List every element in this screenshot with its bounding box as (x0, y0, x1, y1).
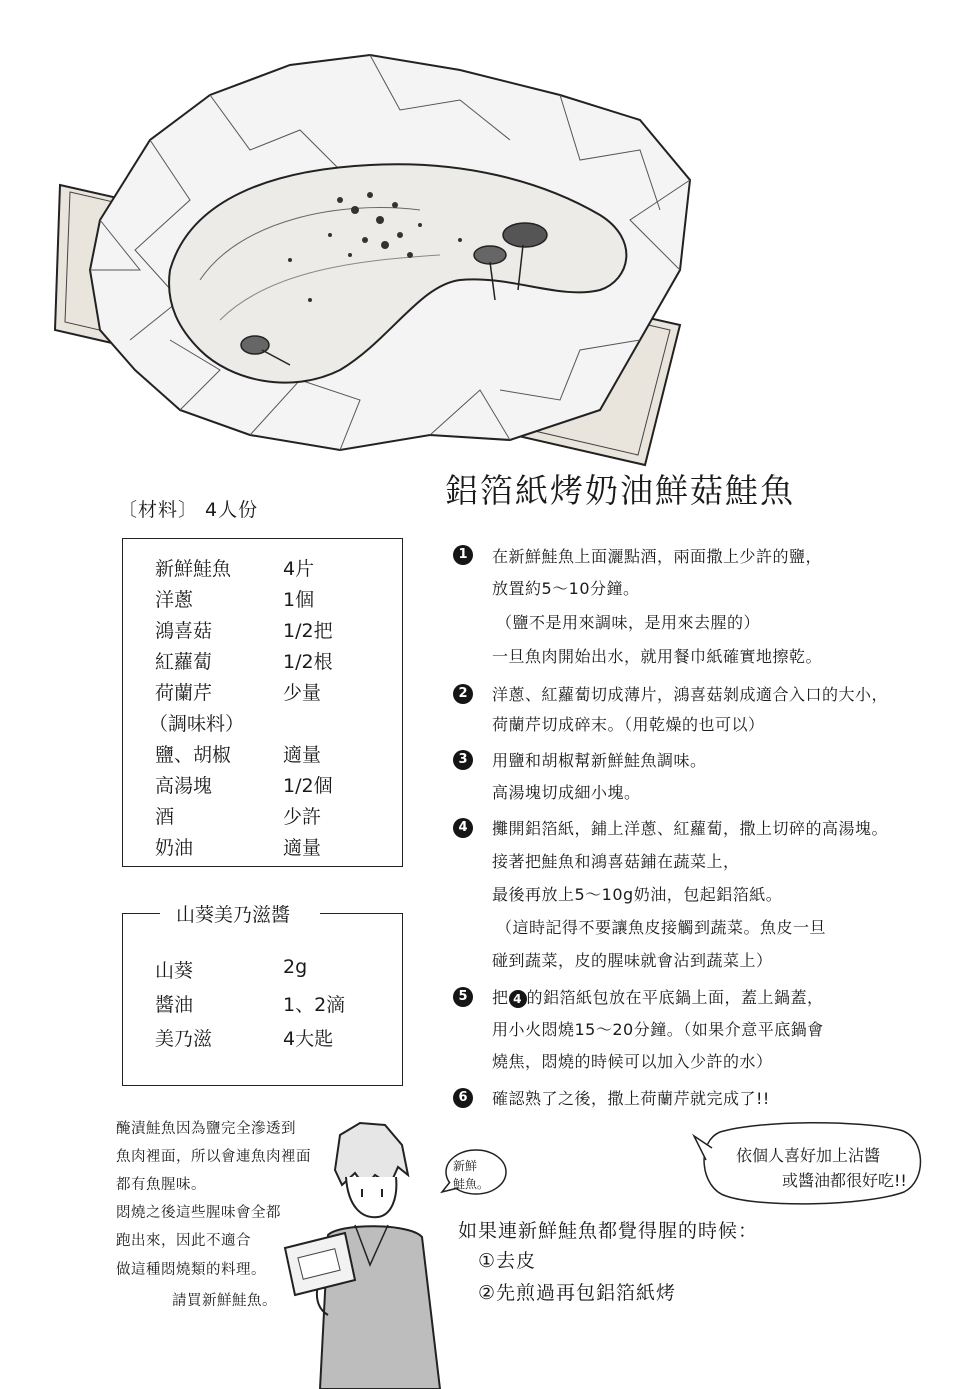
ingredient-qty: 1/2把 (283, 620, 333, 642)
step-text: 在新鮮鮭魚上面灑點酒，兩面撒上少許的鹽， (492, 547, 823, 566)
side-note-line: 跑出來，因此不適合 (116, 1233, 251, 1249)
character-illustration (280, 1115, 450, 1389)
ingredient-name: 鴻喜菇 (155, 620, 213, 642)
ingredient-name: 高湯塊 (155, 775, 213, 797)
ingredient-qty: 少許 (283, 806, 322, 828)
ingredient-qty: 1/2根 (283, 651, 333, 673)
side-note-line: 都有魚腥味。 (116, 1177, 206, 1193)
step-text: 用小火悶燒15～20分鐘。（如果介意平底鍋會 (492, 1020, 824, 1039)
step-text: 攤開鋁箔紙，鋪上洋蔥、紅蘿蔔，撒上切碎的高湯塊。 (492, 819, 889, 838)
step-text: 用鹽和胡椒幫新鮮鮭魚調味。 (492, 751, 707, 770)
side-note-line: 做這種悶燒類的料理。 (116, 1262, 266, 1278)
bubble-text-line: 或醬油都很好吃!! (782, 1171, 907, 1190)
sauce-ingredient-qty: 2g (283, 956, 308, 978)
ingredient-name: 荷蘭芹 (155, 682, 213, 704)
sauce-ingredient-name: 醬油 (155, 994, 194, 1016)
tip-item: ①去皮 (478, 1250, 537, 1272)
ingredient-qty: 1個 (283, 589, 315, 611)
step-text: 碰到蔬菜，皮的腥味就會沾到蔬菜上） (492, 951, 773, 970)
step-text: 高湯塊切成細小塊。 (492, 783, 641, 802)
step-text: 接著把鮭魚和鴻喜菇鋪在蔬菜上， (492, 852, 740, 871)
seasoning-label: （調味料） (149, 713, 245, 735)
ingredient-qty: 4片 (283, 558, 315, 580)
ingredient-name: 紅蘿蔔 (155, 651, 213, 673)
step-reference-badge: 4 (509, 990, 527, 1008)
tip-heading: 如果連新鮮鮭魚都覺得腥的時候： (458, 1220, 759, 1242)
step-text: 放置約5～10分鐘。 (492, 579, 640, 598)
step-number-badge: 4 (453, 818, 473, 838)
ingredients-header: 〔材料〕 4人份 (118, 499, 259, 521)
small-bubble-text (453, 1157, 489, 1193)
small-bubble-line: 新鮮 (453, 1159, 478, 1173)
step-number-badge: 2 (453, 684, 473, 704)
ingredient-name: 酒 (155, 806, 175, 828)
step-text: 最後再放上5～10g奶油，包起鋁箔紙。 (492, 885, 783, 904)
sauce-ingredient-qty: 1、2滴 (283, 994, 346, 1016)
step-text (492, 985, 824, 1008)
step-text: 燒焦，悶燒的時候可以加入少許的水） (492, 1052, 773, 1071)
step-text: 洋蔥、紅蘿蔔切成薄片，鴻喜菇剝成適合入口的大小， (492, 685, 889, 704)
ingredient-qty: 適量 (283, 744, 322, 766)
ingredient-qty: 1/2個 (283, 775, 333, 797)
step-text: （這時記得不要讓魚皮接觸到蔬菜。魚皮一旦 (496, 918, 827, 937)
side-note-line: 請買新鮮鮭魚。 (172, 1293, 277, 1309)
step-number-badge: 1 (453, 545, 473, 565)
ingredient-name: 奶油 (155, 837, 194, 859)
small-bubble-line: 鮭魚。 (453, 1177, 490, 1191)
step-text-prefix: 把 (492, 988, 509, 1007)
sauce-box (122, 913, 403, 1086)
step-text: 一旦魚肉開始出水，就用餐巾紙確實地擦乾。 (492, 647, 823, 666)
ingredient-name: 新鮮鮭魚 (155, 558, 232, 580)
step-text: 荷蘭芹切成碎末。（用乾燥的也可以） (492, 715, 765, 734)
step-text-rest: 的鋁箔紙包放在平底鍋上面，蓋上鍋蓋， (526, 988, 824, 1007)
side-note-line: 醃漬鮭魚因為鹽完全滲透到 (116, 1121, 296, 1137)
salmon-foil-illustration (40, 40, 720, 480)
sauce-ingredient-qty: 4大匙 (283, 1028, 334, 1050)
sauce-ingredient-name: 山葵 (155, 960, 194, 982)
ingredients-box (122, 538, 403, 867)
ingredient-qty: 適量 (283, 837, 322, 859)
ingredient-name: 洋蔥 (155, 589, 194, 611)
side-note-line: 魚肉裡面，所以會連魚肉裡面 (116, 1149, 311, 1165)
step-text: 確認熟了之後，撒上荷蘭芹就完成了!! (492, 1089, 770, 1108)
side-note-line: 悶燒之後這些腥味會全都 (116, 1205, 281, 1221)
step-number-badge: 5 (453, 987, 473, 1007)
recipe-title: 鋁箔紙烤奶油鮮菇鮭魚 (445, 471, 795, 510)
step-text: （鹽不是用來調味，是用來去腥的） (496, 613, 761, 632)
tip-item: ②先煎過再包鋁箔紙烤 (478, 1282, 677, 1304)
sauce-title: 山葵美乃滋醬 (176, 904, 291, 926)
sauce-ingredient-name: 美乃滋 (155, 1028, 213, 1050)
step-number-badge: 6 (453, 1088, 473, 1108)
bubble-text-line: 依個人喜好加上沾醬 (736, 1146, 881, 1165)
ingredient-qty: 少量 (283, 682, 322, 704)
ingredient-name: 鹽、胡椒 (155, 744, 232, 766)
step-number-badge: 3 (453, 750, 473, 770)
